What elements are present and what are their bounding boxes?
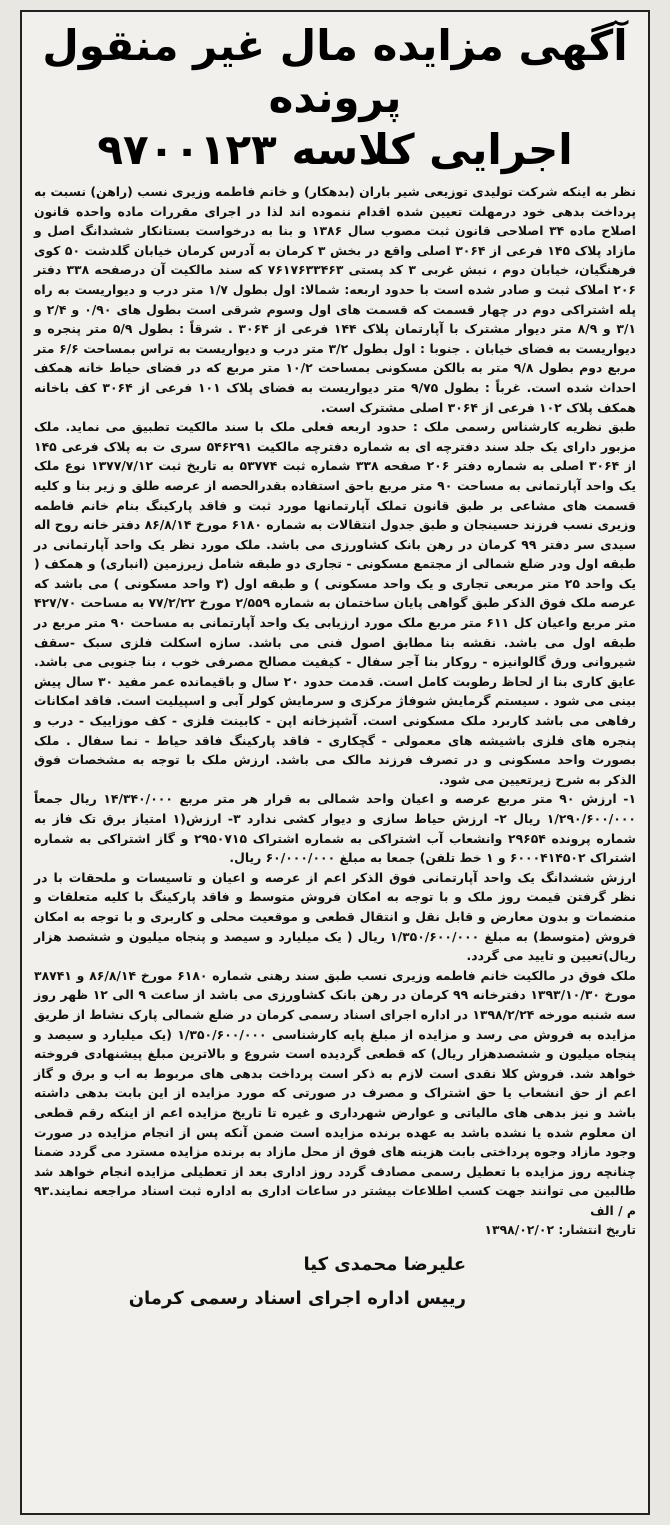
signature-block bbox=[34, 1248, 636, 1316]
publish-date: تاریخ انتشار: ۱۳۹۸/۰۲/۰۲ bbox=[484, 1222, 636, 1238]
notice-body bbox=[34, 182, 636, 1220]
paragraph-valuation-items: ۱- ارزش ۹۰ متر مربع عرصه و اعیان واحد شمالی به قرار هر متر مربع ۱۴/۳۴۰/۰۰۰ ریال جمعاً ۱/۲۹۰/۶۰۰/۰۰۰ ریال ۲- ارزش حیاط سازی و دیوار کشی ندارد ۳- ارزش(۱ امتیاز برق تک فاز به شماره پرونده ۲۹۶۵۴ وانشعاب آب اشتراکی به شماره اشتراک ۲۹۵۰۷۱۵ و گاز اشتراکی به شماره اشتراک ۶۰۰۰۴۱۴۵۰۲ و ۱ خط تلفن) جمعا به مبلغ ۶۰/۰۰۰/۰۰۰ ریال. bbox=[34, 791, 637, 866]
paragraph-property-description: نظر به اینکه شرکت تولیدی توزیعی شیر باران (بدهکار) و خانم فاطمه وزیری نسب (راهن) نسبت به پرداخت بدهی خود درمهلت تعیین شده اقدام ننموده اند لذا در اجرای مقررات ماده واحده قانون اصلاح ماده ۳۴ اصلاحی قانون ثبت مصوب سال ۱۳۸۶ و بنا به درخواست بستانکار ششدانگ اصل و مازاد پلاک ۱۴۵ فرعی از ۳۰۶۴ اصلی واقع در بخش ۳ کرمان به آدرس کرمان خیابان گلدشت ۵۰ کوی فرهنگیان، خیابان دوم ، نبش غربی ۳ کد پستی ۷۶۱۷۶۳۳۴۶۳ که سند مالکیت آن درصفحه ۳۳۸ دفتر ۲۰۶ املاک ثبت و صادر شده است با حدود اربعه: شمالا: اول بطول ۱/۷ متر درب و دیواریست به راه پله اشتراکی دوم در چهار قسمت که قسمت های اول وسوم شرقی است بطول های ۰/۹۰ و ۲/۴ و ۳/۱ و ۸/۹ متر دیوار مشترک با آپارتمان پلاک ۱۴۴ فرعی از ۳۰۶۴ . شرقاً : بطول ۵/۹ متر پنجره و دیواریست به فضای خیابان . جنوبا : اول بطول ۳/۲ متر درب و دیواریست به تراس بمساحت ۶/۶ متر مربع دوم بطول ۹/۸ متر به بالکن مسکونی بمساحت ۱۰/۲ متر مربع که در فضای حیاط خانه همکف احداث شده است. غرباً : بطول ۹/۷۵ متر دیواریست به فضای پلاک ۱۰۱ فرعی از ۳۰۶۴ کف باخانه همکف پلاک ۱۰۲ فرعی از ۳۰۶۴ اصلی مشترک است. bbox=[34, 184, 636, 415]
signature-name: علیرضا محمدی کیا bbox=[303, 1254, 466, 1276]
paragraph-auction-terms: ملک فوق در مالکیت خانم فاطمه وزیری نسب طبق سند رهنی شماره ۶۱۸۰ مورخ ۸۶/۸/۱۴ و ۳۸۷۴۱ مورخ ۱۳۹۳/۱۰/۳۰ دفترخانه ۹۹ کرمان در رهن بانک کشاورزی می باشد از ساعت ۹ الی ۱۲ ظهر روز سه شنبه مورخه ۱۳۹۸/۲/۲۴ در اداره اجرای اسناد رسمی کرمان در ضلع شمالی پارک نشاط از طریق مزایده به فروش می رسد و مزایده از مبلغ پایه کارشناسی ۱/۳۵۰/۶۰۰/۰۰۰ (یک میلیارد و سیصد و پنجاه میلیون و ششصدهزار ریال) که قطعی گردیده است شروع و بالاترین مبلغ پیشنهادی فروخته خواهد شد. فروش کلا نقدی است لازم به ذکر است پرداخت بدهی های مربوط به اب و برق و گاز اعم از حق انشعاب یا حق اشتراک و مصرف در صورتی که مورد مزایده از این بابت بدهی داشته باشد و نیز بدهی های مالیاتی و عوارض شهرداری و غیره تا تاریخ مزایده اعم از اینکه رقم قطعی ان معلوم شده یا نشده باشد به عهده برنده مزایده است ضمن آنکه پس از انجام مزایده در صورت وجود مازاد وجوه پرداختی بابت هزینه های فوق از محل مازاد به برنده مزایده مسترد می گردد ضمنا چنانچه روز مزایده با تعطیل رسمی مصادف گردد روز اداری بعد از تعطیلی مزایده انجام خواهد شد طالبین می توانند جهت کسب اطلاعات بیشتر در ساعات اداری به اداره ثبت اسناد مراجعه نمایند.۹۳ م / الف bbox=[34, 967, 636, 1218]
title-line-1: آگهی مزایده مال غیر منقول پرونده bbox=[42, 21, 628, 122]
title-line-2: اجرایی کلاسه ۹۷۰۰۱۲۳ bbox=[97, 125, 573, 174]
paragraph-expert-opinion: طبق نظریه کارشناس رسمی ملک : حدود اربعه فعلی ملک با سند مالکیت تطبیق می نماید. ملک مزبور دارای یک جلد سند دفترچه ای به شماره دفترچه مالکیت ۵۴۶۲۹۱ سری ت به پلاک فرعی ۱۴۵ از ۳۰۶۴ اصلی به شماره دفتر ۲۰۶ صفحه ۳۳۸ شماره ثبت ۵۳۷۷۴ به تاریخ ثبت ۱۳۷۷/۷/۱۲ نوع ملک یک واحد آپارتمانی به مساحت ۹۰ متر مربع باحق استفاده بقدرالحصه از عرصه طلق و زیر بنا و کلیه قسمت های مشاعی بر طبق قانون تملک آپارتمانها مورد ثبت و فاقد پارکینگ بنام خانم فاطمه وزیری نسب فرزند حسینجان و طبق جدول انتقالات به شماره ۶۱۸۰ مورخ ۸۶/۸/۱۴ دفتر خانه روح اله سیدی سر دفتر ۹۹ کرمان در رهن بانک کشاورزی می باشد. ملک مورد نظر یک واحد آپارتمانی در طبقه اول ودر ضلع شمالی از مجتمع مسکونی - تجاری دو طبقه شامل زیرزمین (انباری) و همکف ( یک واحد ۲۵ متر مربعی تجاری و یک واحد مسکونی ) و طبقه اول (۳ واحد مسکونی ) می باشد که عرصه ملک فوق الذکر طبق گواهی پایان ساختمان به شماره ۲/۵۵۹ مورخ ۷۷/۲/۲۲ به مساحت ۴۲۷/۷۰ متر مربع واعیان کل ۶۱۱ متر مربع ملک مورد ارزیابی یک واحد آپارتمانی به مساحت ۹۰ متر مربع در طبقه اول می باشد. نقشه بنا مطابق اصول فنی می باشد. سازه اسکلت فلزی سبک -سقف شیروانی ورق گالوانیزه - روکار بنا آجر سفال - کیفیت مصالح مصرفی خوب ، بنا جنوبی می باشد. عایق کاری بنا از لحاظ رطوبت کامل است. قدمت حدود ۲۰ سال و باقیمانده عمر مفید ۳۰ سال پیش بینی می شود . سیستم گرمایش شوفاژ مرکزی و سرمایش کولر آبی و اسپیلیت است. فاقد امکانات رفاهی می باشد کاربرد ملک مسکونی است. آشپزخانه اپن - کابینت فلزی - کف موزاییک - درب و پنجره های فلزی باشیشه های معمولی - گچکاری - فاقد پارکینگ فاقد حیاط - نما سفال . ملک بصورت واحد مسکونی و در تصرف فرزند مالک می باشد. ارزش ملک با توجه به مشخصات فوق الذکر به شرح زیرتعیین می شود. bbox=[34, 419, 636, 787]
paragraph-total-value: ارزش ششدانگ یک واحد آپارتمانی فوق الذکر اعم از عرصه و اعیان و تاسیسات و ملحقات با در نظر گرفتن قیمت روز ملک و با توجه به امکان فروش متوسط و فاقد پارکینگ با کلیه متعلقات و منضمات و بدون معارض و قابل نقل و انتقال قطعی و موقعیت محلی و کاربری و با توجه به امکان فروش (متوسط) به مبلغ ۱/۳۵۰/۶۰۰/۰۰۰ ریال ( یک میلیارد و سیصد و پنجاه میلیون و ششصد هزار ریال)تعیین و تایید می گردد. bbox=[34, 869, 637, 964]
auction-notice bbox=[20, 10, 650, 1515]
signature-title: رییس اداره اجرای اسناد رسمی کرمان bbox=[128, 1288, 466, 1310]
notice-title bbox=[34, 20, 636, 176]
